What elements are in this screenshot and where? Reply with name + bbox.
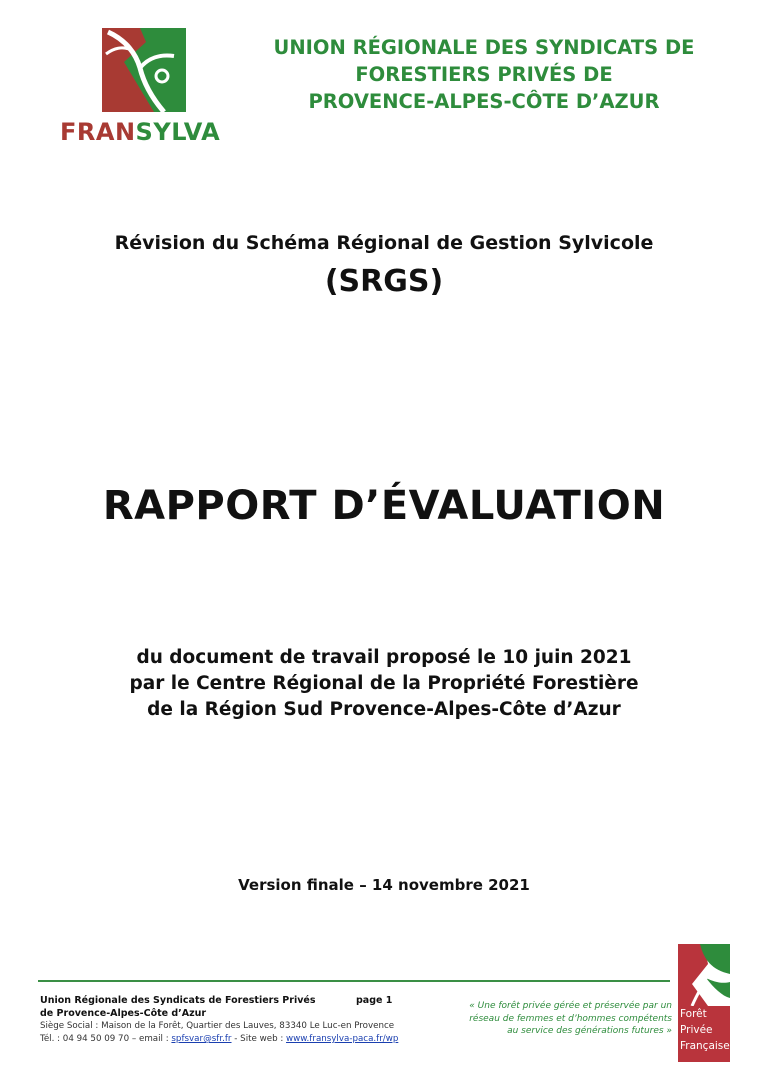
document-title: RAPPORT D’ÉVALUATION xyxy=(102,483,666,529)
logo-word-fran: FRAN xyxy=(60,118,136,146)
footer-contact xyxy=(40,1034,398,1044)
badge-line-2: Privée xyxy=(680,1024,713,1036)
document-version: Version finale – 14 novembre 2021 xyxy=(238,876,530,894)
union-line-1: UNION RÉGIONALE DES SYNDICATS DE xyxy=(273,36,695,59)
quote-line-1: « Une forêt privée gérée et préservée par un xyxy=(469,1001,672,1011)
website-link[interactable]: www.fransylva-paca.fr/wp xyxy=(286,1034,399,1044)
badge-line-1: Forêt xyxy=(680,1008,707,1020)
footer-divider xyxy=(38,980,670,982)
union-heading xyxy=(262,34,706,115)
document-acronym: (SRGS) xyxy=(324,264,444,299)
footer-org-line-1: Union Régionale des Syndicats de Forestiers Privés xyxy=(40,995,316,1006)
document-description xyxy=(60,645,708,723)
contact-middle: - Site web : xyxy=(231,1034,287,1044)
page-number: page 1 xyxy=(356,995,393,1006)
badge-line-3: Française xyxy=(680,1040,730,1052)
email-link[interactable]: spfsvar@sfr.fr xyxy=(171,1034,232,1044)
footer-address: Siège Social : Maison de la Forêt, Quartier des Lauves, 83340 Le Luc-en Provence xyxy=(40,1021,395,1031)
quote-line-2: réseau de femmes et d’hommes compétents xyxy=(469,1013,672,1024)
foret-privee-badge xyxy=(678,944,730,1062)
footer-quote xyxy=(458,1000,672,1038)
badge-text xyxy=(680,1006,730,1054)
union-line-3: PROVENCE-ALPES-CÔTE D’AZUR xyxy=(308,90,660,113)
tree-emblem-icon xyxy=(102,28,186,112)
description-line-2: par le Centre Régional de la Propriété Forestière xyxy=(129,673,639,694)
document-subtitle: Révision du Schéma Régional de Gestion Sylvicole xyxy=(114,232,654,254)
logo-wordmark xyxy=(60,118,228,146)
quote-line-3: au service des générations futures » xyxy=(507,1026,672,1036)
description-line-3: de la Région Sud Provence-Alpes-Côte d’Azur xyxy=(147,699,621,720)
logo-word-sylva: SYLVA xyxy=(135,118,221,146)
fransylva-logo xyxy=(60,28,228,150)
footer-org-line-2: de Provence-Alpes-Côte d’Azur xyxy=(40,1008,207,1019)
tree-badge-icon xyxy=(678,944,730,1006)
logo-emblem xyxy=(102,28,186,112)
description-line-1: du document de travail proposé le 10 juin 2021 xyxy=(136,647,632,668)
contact-prefix: Tél. : 04 94 50 09 70 – email : xyxy=(40,1034,172,1044)
union-line-2: FORESTIERS PRIVÉS DE xyxy=(355,63,613,86)
